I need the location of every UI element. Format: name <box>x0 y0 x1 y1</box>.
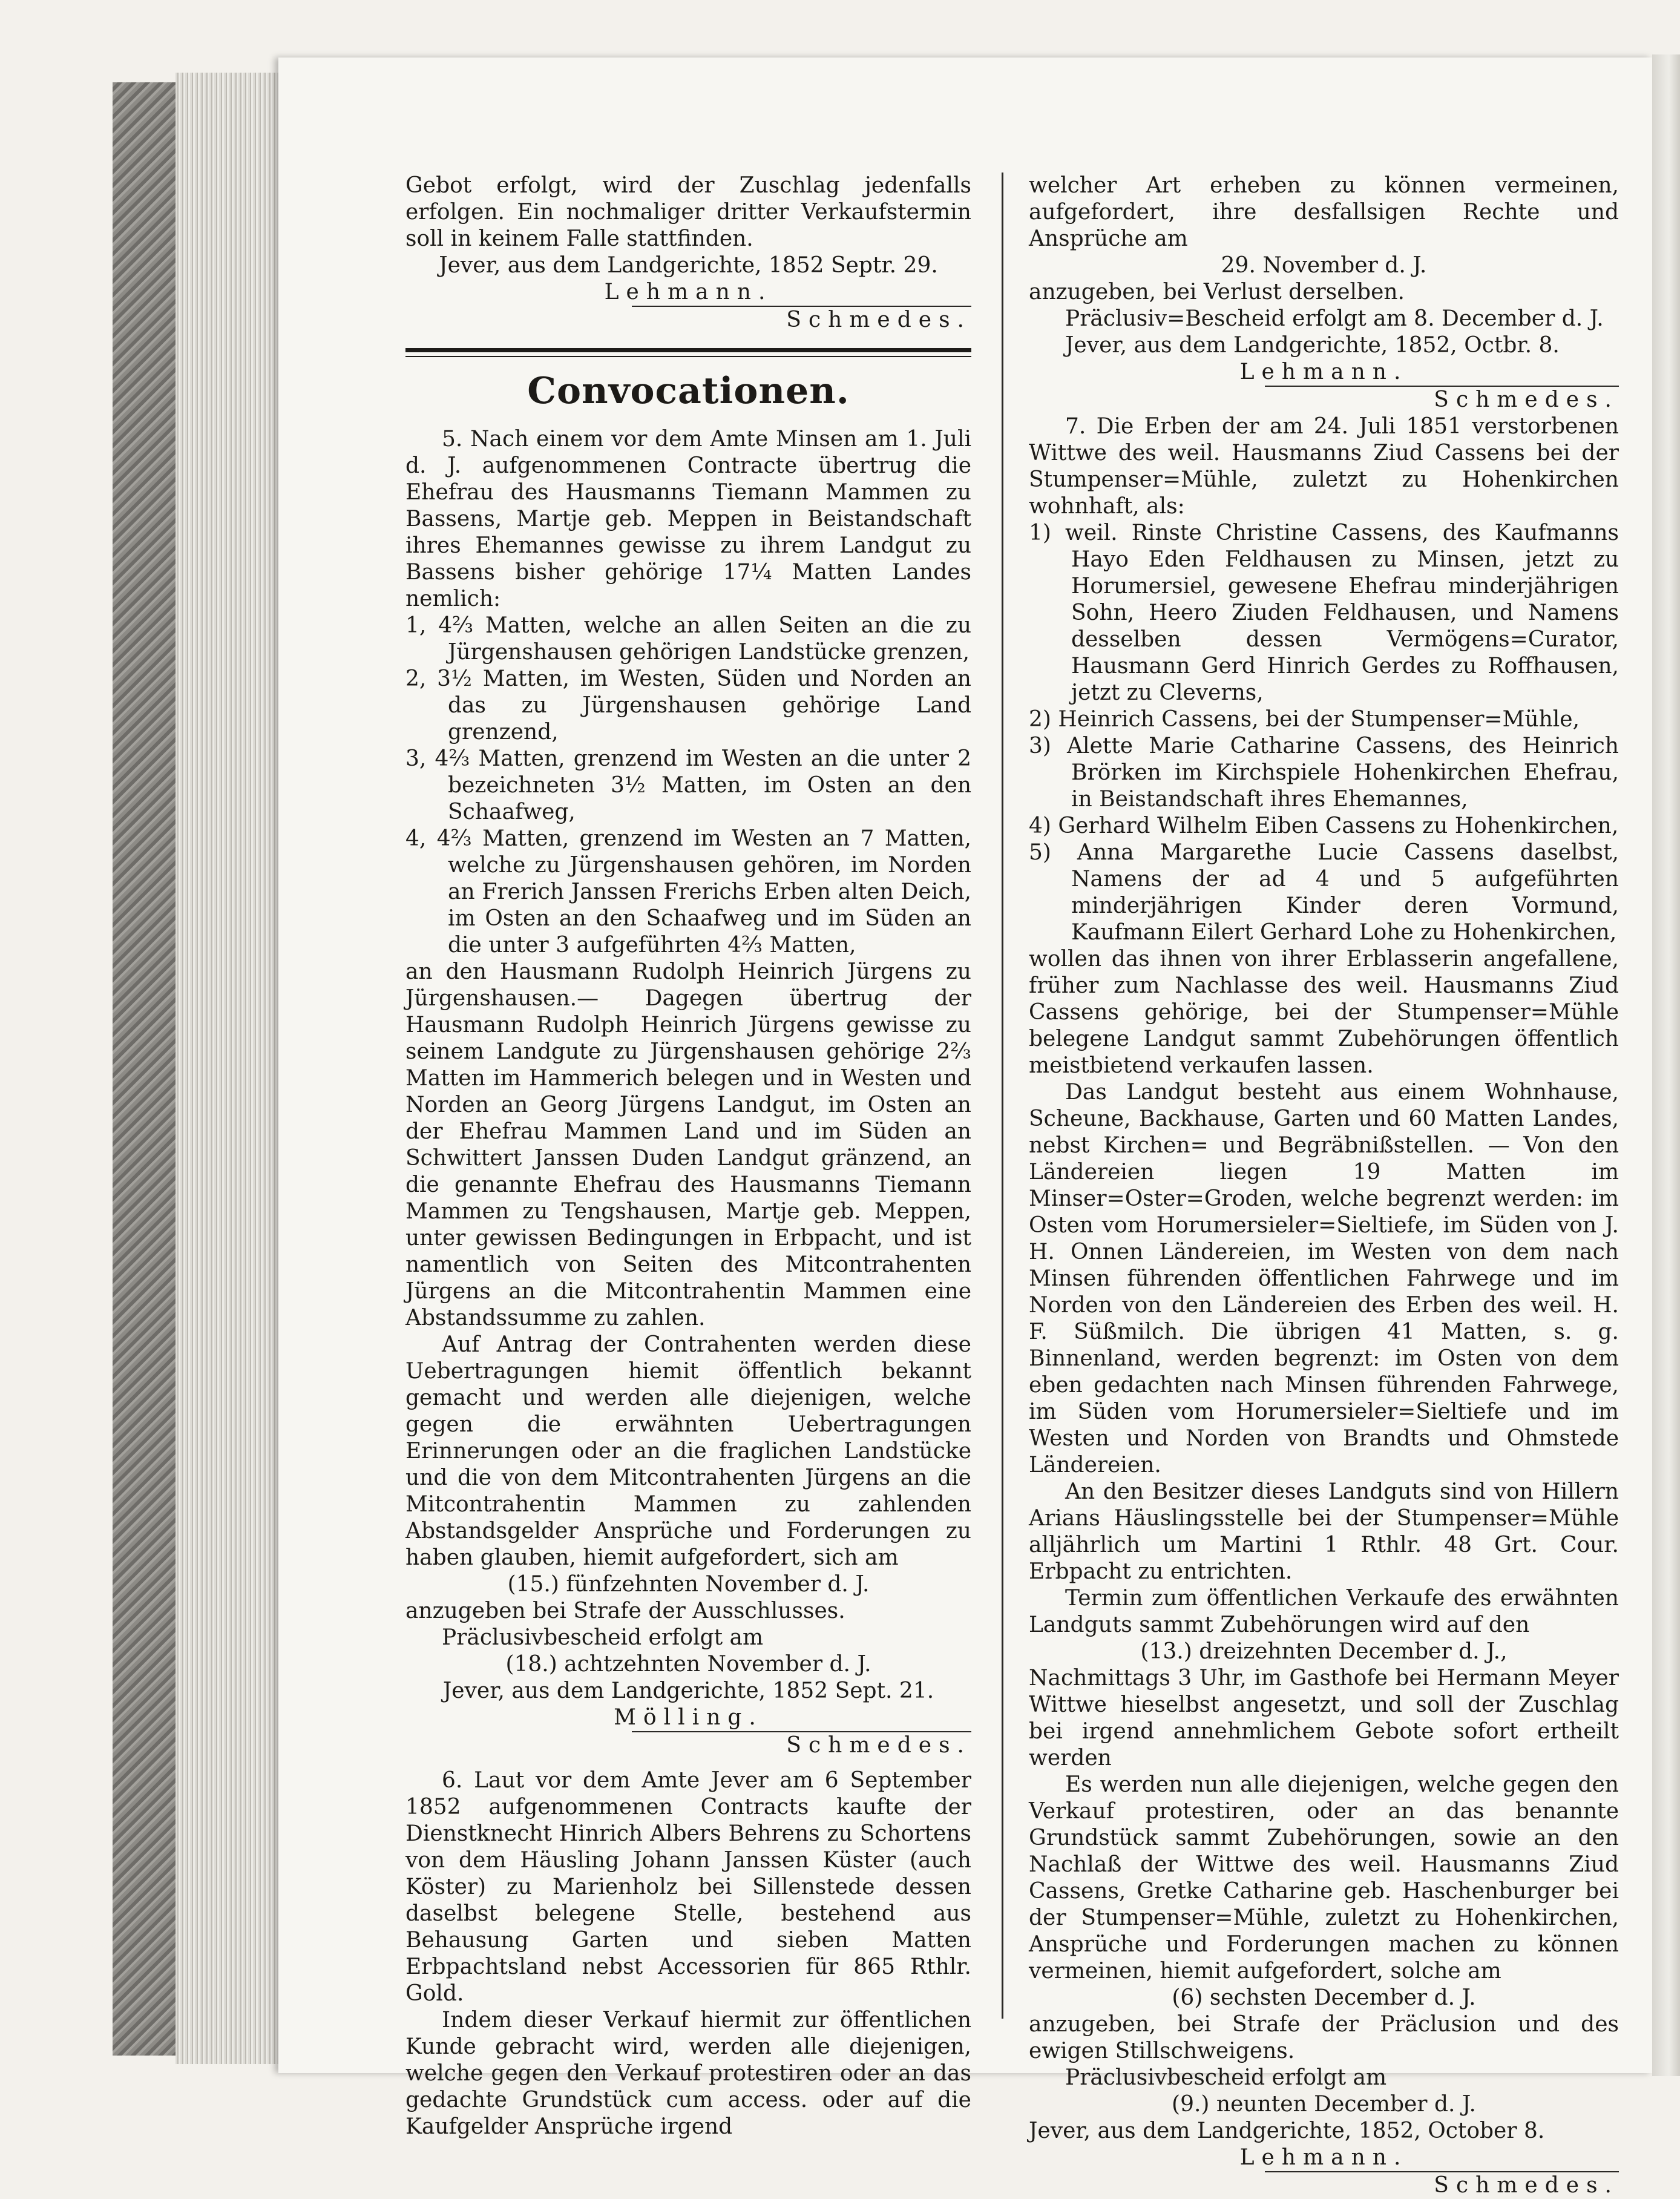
paragraph: Termin zum öffentlichen Verkaufe des erwähnten Landguts sammt Zubehörungen wird auf den <box>1029 1586 1619 1637</box>
list-item: 2) Heinrich Cassens, bei der Stumpenser=Mühle, <box>1029 707 1580 732</box>
notice-7-intro: 7. Die Erben der am 24. Juli 1851 verstorbenen Wittwe des weil. Hausmanns Ziud Cassens bei der Stumpenser=Mühle, zuletzt zu Hohenkirchen wohnhaft, als: <box>1029 414 1619 519</box>
paragraph: Es werden nun alle diejenigen, welche gegen den Verkauf protestiren, oder an das benannte Grundstück sammt Zubehörungen, sowie an den Nachlaß der Wittwe des weil. Hausmanns Ziud Cassens, Gretke Catharine geb. Haschenburger bei der Stumpenser=Mühle, zuletzt zu Hohenkirchen, Ansprüche und Forderungen machen zu können vermeinen, hiemit aufgefordert, solche am <box>1029 1772 1619 1984</box>
signature: Schmedes. <box>786 307 971 332</box>
notice-6-paragraph: 6. Laut vor dem Amte Jever am 6 September 1852 aufgenommenen Contracts kaufte der Dienstknecht Hinrich Albers Behrens zu Schortens von dem Häusling Johann Janssen Küster (auch Köster) zu Marienholz bei Sillenstede dessen daselbst belegene Stelle, bestehend aus Behausung Garten und sieben Matten Erbpachtsland nebst Accessorien für 865 Rthlr. Gold. <box>405 1768 971 2006</box>
date-line: (13.) dreizehnten December d. J., <box>1140 1639 1508 1664</box>
paragraph: Präclusiv=Bescheid erfolgt am 8. December d. J. <box>1065 306 1604 331</box>
paragraph: wollen das ihnen von ihrer Erblasserin angefallene, früher zum Nachlasse des weil. Hausmanns Ziud Cassens gehörige, bei der Stumpenser=Mühle belegene Landgut sammt Zubehörungen öffentlich meistbietend verkaufen lassen. <box>1029 947 1619 1078</box>
list-item: 1, 4⅔ Matten, welche an allen Seiten an die zu Jürgenshausen gehörigen Landstücke grenzen, <box>405 613 971 665</box>
dateline: Jever, aus dem Landgerichte, 1852, Octbr. 8. <box>1065 333 1560 358</box>
signature: Schmedes. <box>1434 387 1619 412</box>
list-item: 2, 3½ Matten, im Westen, Süden und Norden an das zu Jürgenshausen gehörige Land grenzend, <box>405 666 971 745</box>
signature: Lehmann. <box>1239 360 1408 384</box>
dateline: Jever, aus dem Landgerichte, 1852, October 8. <box>1029 2118 1545 2143</box>
page-edges <box>176 73 278 2064</box>
list-item: 4, 4⅔ Matten, grenzend im Westen an 7 Matten, welche zu Jürgenshausen gehören, im Norden an Frerich Janssen Frerichs Erben alten Deich, im Osten an den Schaafweg und im Süden an die unter 3 aufgeführten 4⅔ Matten, <box>405 826 971 958</box>
column-divider <box>1002 173 1003 2019</box>
date-line: (6) sechsten December d. J. <box>1172 1985 1476 2010</box>
paragraph: Auf Antrag der Contrahenten werden diese Uebertragungen hiemit öffentlich bekannt gemacht und werden alle diejenigen, welche gegen die erwähnten Uebertragungen Erinnerungen oder an die fraglichen Landstücke und die von dem Mitcontrahenten Jürgens an die Mitcontrahentin Mammen zu zahlenden Abstandsgelder Ansprüche und Forderungen zu haben glauben, hiemit aufgefordert, sich am <box>405 1332 971 1570</box>
paragraph: Nachmittags 3 Uhr, im Gasthofe bei Hermann Meyer Wittwe hieselbst angesetzt, und soll der Zuschlag bei irgend annehmlichem Gebote sofort ertheilt werden <box>1029 1666 1619 1770</box>
left-column <box>405 173 971 2140</box>
signature: Lehmann. <box>1239 2145 1408 2170</box>
paragraph: anzugeben, bei Strafe der Präclusion und des ewigen Stillschweigens. <box>1029 2012 1619 2063</box>
paragraph: Präclusivbescheid erfolgt am <box>1065 2065 1387 2090</box>
section-rule-thin <box>405 356 971 357</box>
section-title: Convocationen. <box>527 370 850 412</box>
paragraph: Indem dieser Verkauf hiermit zur öffentlichen Kunde gebracht wird, werden alle diejenigen, welche gegen den Verkauf protestiren oder an das gedachte Grundstück cum access. oder auf die Kaufgelder Ansprüche irgend <box>405 2008 971 2139</box>
section-rule <box>405 348 971 352</box>
paragraph: anzugeben, bei Verlust derselben. <box>1029 280 1405 304</box>
date-line: (18.) achtzehnten November d. J. <box>505 1652 871 1677</box>
paragraph: An den Besitzer dieses Landguts sind von Hillern Arians Häuslingsstelle bei der Stumpenser=Mühle alljährlich um Martini 1 Rthlr. 48 Grt. Cour. Erbpacht zu entrichten. <box>1029 1479 1619 1584</box>
list-item: 1) weil. Rinste Christine Cassens, des Kaufmanns Hayo Eden Feldhausen zu Minsen, jetzt zu Horumersiel, gewesene Ehefrau minderjährigen Sohn, Heero Ziuden Feldhausen, und Namens desselben dessen Vermögens=Curator, Hausmann Gerd Hinrich Gerdes zu Roffhausen, jetzt zu Cleverns, <box>1029 521 1619 705</box>
signature: Mölling. <box>614 1705 763 1730</box>
right-column <box>1029 173 1619 2199</box>
signature: Schmedes. <box>786 1733 971 1758</box>
paragraph: Präclusivbescheid erfolgt am <box>442 1625 764 1650</box>
dateline: Jever, aus dem Landgerichte, 1852 Sept. 21. <box>442 1678 934 1703</box>
list-item: 4) Gerhard Wilhelm Eiben Cassens zu Hohenkirchen, <box>1029 814 1619 838</box>
paragraph: an den Hausmann Rudolph Heinrich Jürgens zu Jürgenshausen.— Dagegen übertrug der Hausmann Rudolph Heinrich Jürgens gewisse zu seinem Landgute zu Jürgenshausen gehörige 2⅔ Matten im Hammerich belegen und in Westen und Norden an Georg Jürgens Landgut, im Osten an der Ehefrau Mammen Land und im Süden an Schwittert Janssen Duden Landgut gränzend, an die genannte Ehefrau des Hausmanns Tiemann Mammen zu Tengshausen, Martje geb. Meppen, unter gewissen Bedingungen in Erbpacht, und ist namentlich von Seiten des Mitcontrahenten Jürgens an die Mitcontrahentin Mammen eine Abstandssumme zu zahlen. <box>405 959 971 1330</box>
signature: Lehmann. <box>604 280 773 304</box>
right-page-edge <box>1652 54 1680 2076</box>
paragraph: Gebot erfolgt, wird der Zuschlag jedenfalls erfolgen. Ein nochmaliger dritter Verkaufstermin soll in keinem Falle stattfinden. <box>405 173 971 251</box>
book-spine <box>113 82 178 2056</box>
list-item: 3) Alette Marie Catharine Cassens, des Heinrich Brörken im Kirchspiele Hohenkirchen Ehefrau, in Beistandschaft ihres Ehemannes, <box>1029 734 1619 812</box>
date-line: 29. November d. J. <box>1221 253 1427 278</box>
paragraph: anzugeben bei Strafe der Ausschlusses. <box>405 1599 845 1623</box>
list-item: 3, 4⅔ Matten, grenzend im Westen an die unter 2 bezeichneten 3½ Matten, im Osten an den Schaafweg, <box>405 746 971 824</box>
list-item: 5) Anna Margarethe Lucie Cassens daselbst, Namens der ad 4 und 5 aufgeführten minderjährigen Kinder deren Vormund, Kaufmann Eilert Gerhard Lohe zu Hohenkirchen, <box>1029 840 1619 945</box>
date-line: (9.) neunten December d. J. <box>1172 2092 1476 2117</box>
signature: Schmedes. <box>1434 2173 1619 2198</box>
date-line: (15.) fünfzehnten November d. J. <box>507 1572 870 1597</box>
notice-5-intro: 5. Nach einem vor dem Amte Minsen am 1. Juli d. J. aufgenommenen Contracte übertrug die Ehefrau des Hausmanns Tiemann Mammen zu Bassens, Martje geb. Meppen in Beistandschaft ihres Ehemannes gewisse zu ihrem Landgut zu Bassens bisher gehörige 17¼ Matten Landes nemlich: <box>405 427 971 611</box>
dateline: Jever, aus dem Landgerichte, 1852 Septr. 29. <box>439 253 938 278</box>
paragraph: welcher Art erheben zu können vermeinen, aufgefordert, ihre desfallsigen Rechte und Ansprüche am <box>1029 173 1619 251</box>
paragraph: Das Landgut besteht aus einem Wohnhause, Scheune, Backhause, Garten und 60 Matten Landes, nebst Kirchen= und Begräbnißstellen. — Von den Ländereien liegen 19 Matten im Minser=Oster=Groden, welche begrenzt werden: im Osten vom Horumersieler=Sieltiefe, im Süden von J. H. Onnen Ländereien, im Westen von dem nach Minsen führenden öffentlichen Fahrwege und im Norden von den Ländereien des Erben des weil. H. F. Süßmilch. Die übrigen 41 Matten, s. g. Binnenland, werden begrenzt: im Osten von dem eben gedachten nach Minsen führenden Fahrwege, im Süden vom Horumersieler=Sieltiefe und im Westen und Norden von Brandts und Ohmstede Ländereien. <box>1029 1080 1619 1478</box>
